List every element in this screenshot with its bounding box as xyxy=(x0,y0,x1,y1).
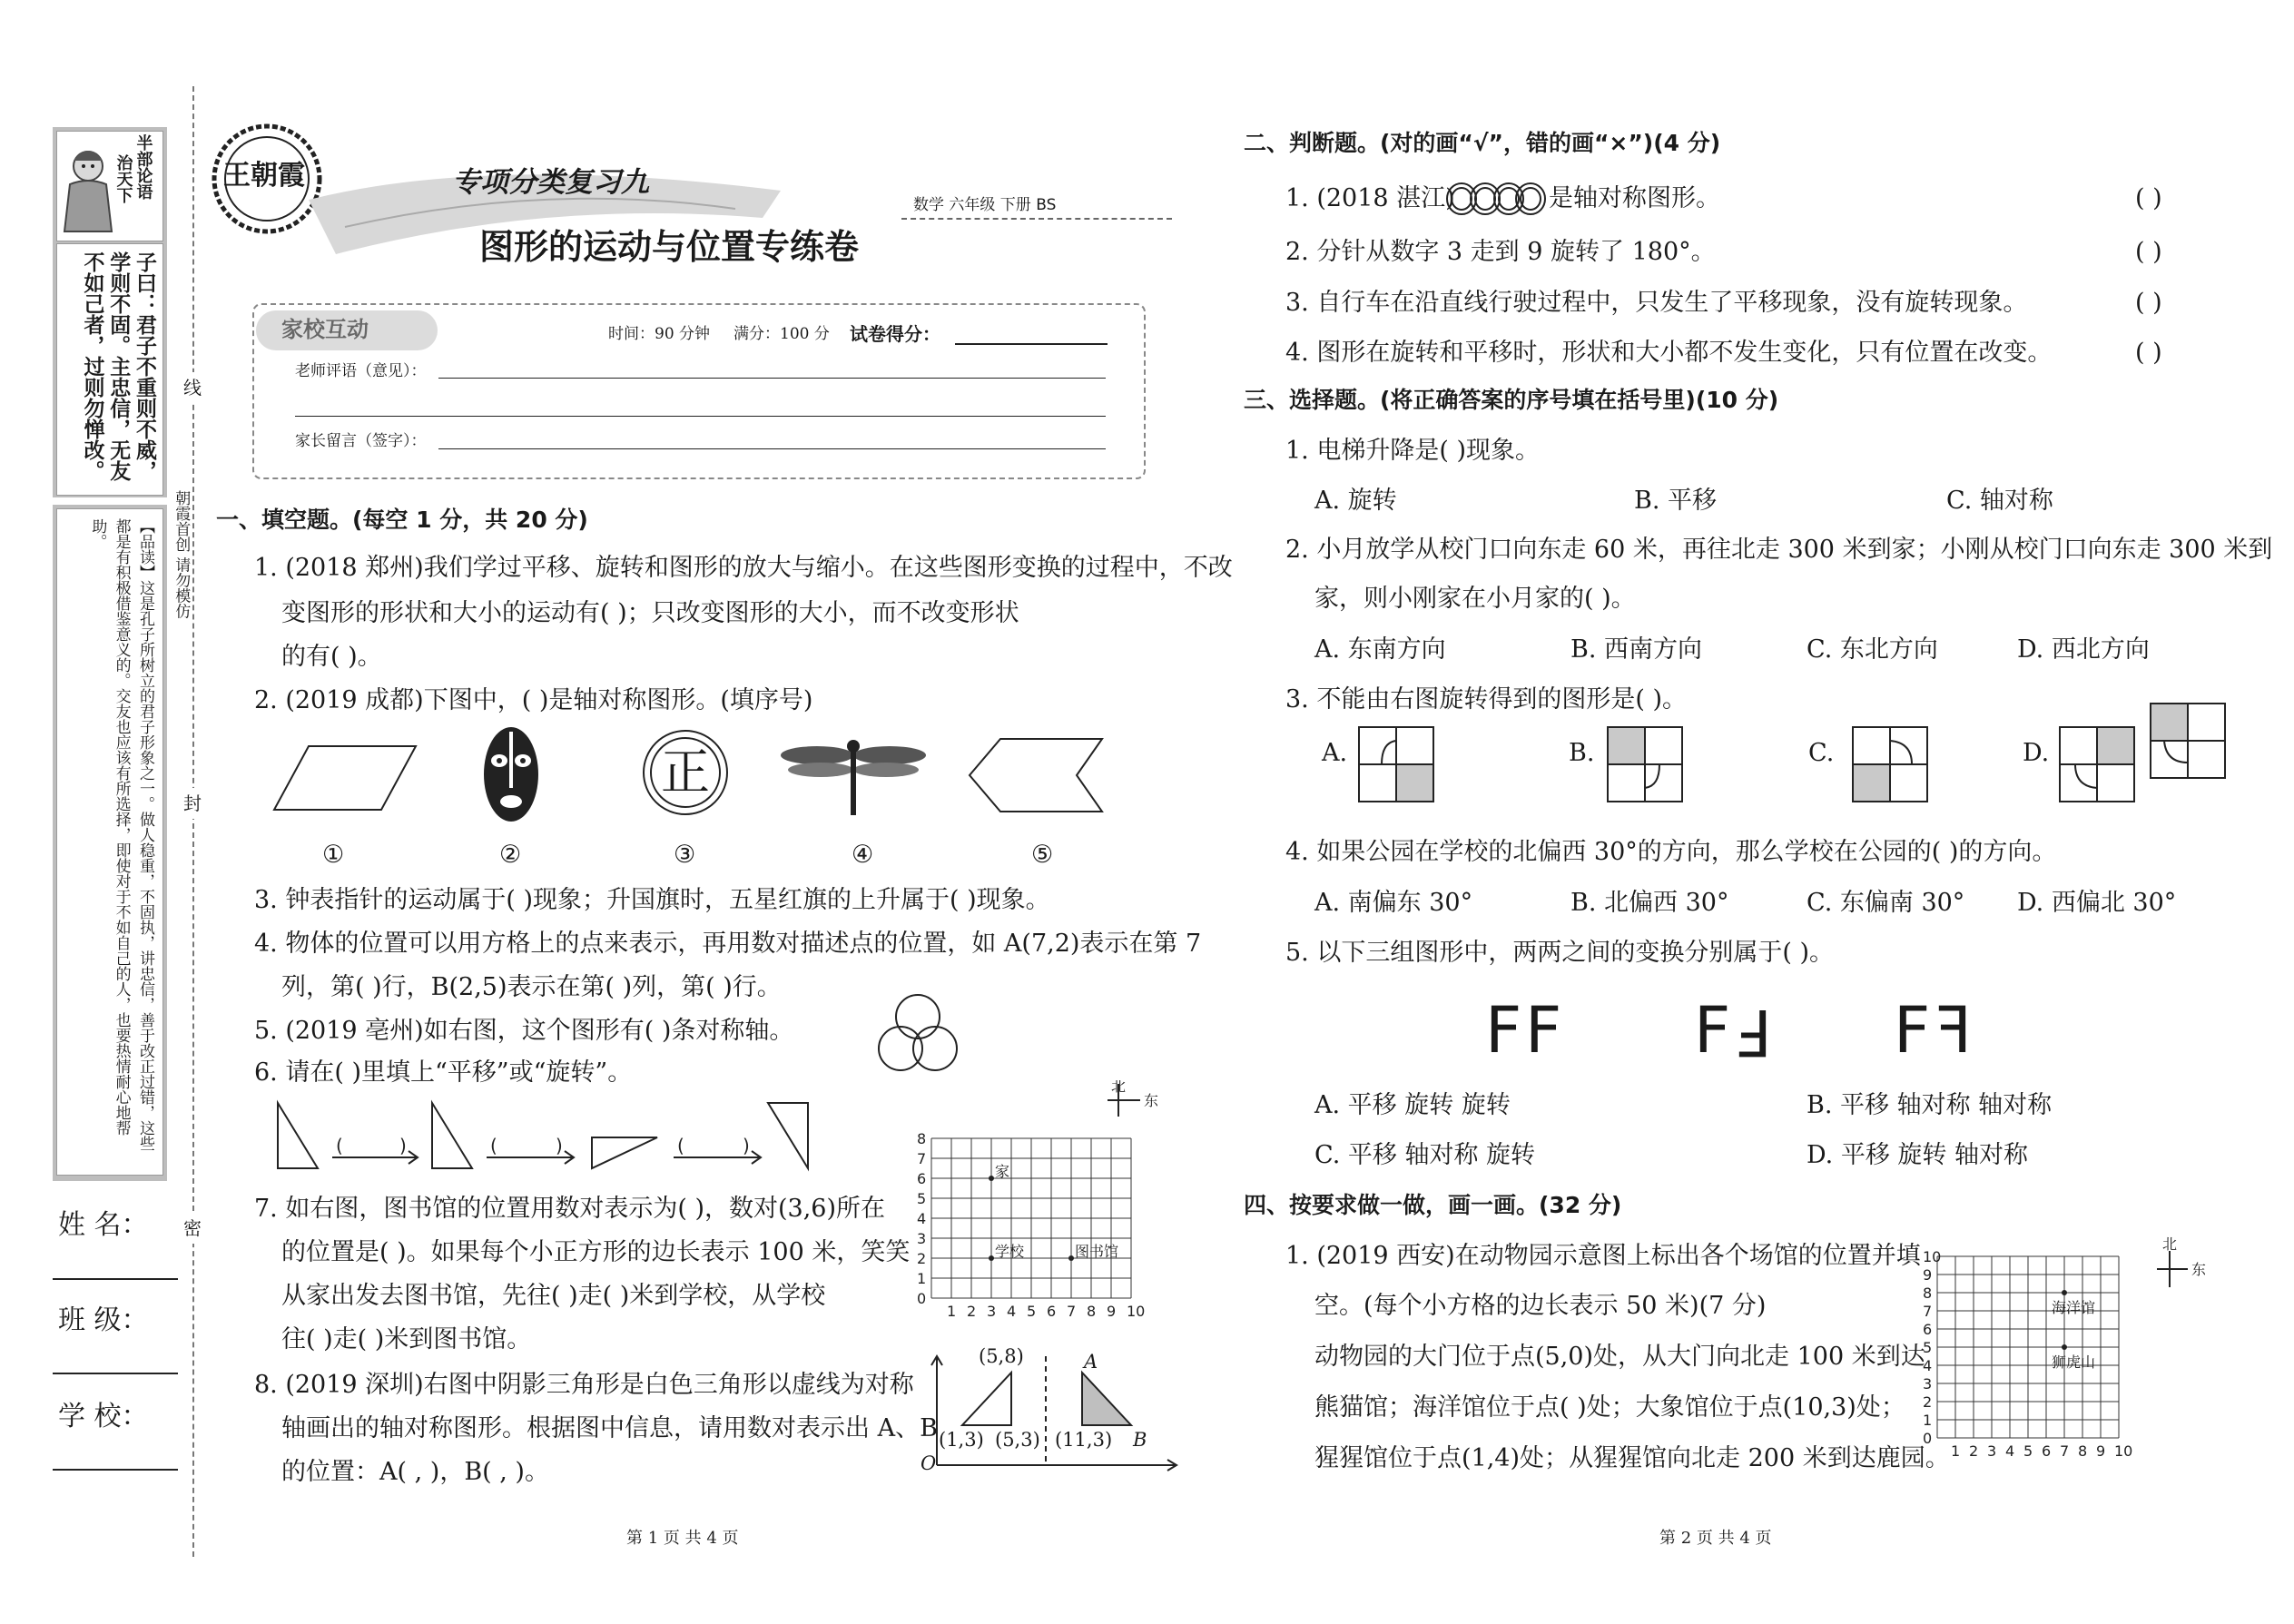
q4-line-1: 4. 物体的位置可以用方格上的点来表示，再用数对描述点的位置，如 A(7,2)表示在第 7 xyxy=(254,930,1202,958)
name-label: 姓 名： xyxy=(58,1209,149,1241)
subject-meta: 数学 六年级 下册 BS xyxy=(913,196,1057,214)
q8-point-53: (5,3) xyxy=(995,1429,1040,1451)
zoo-grid-y-tick: 6 xyxy=(1923,1321,1933,1338)
q7-line-1: 7. 如右图，图书馆的位置用数对表示为( )，数对(3,6)所在 xyxy=(254,1195,885,1223)
c1-option-a: A. 旋转 xyxy=(1314,487,1397,515)
j1-text-a: 1. (2018 湛江) xyxy=(1285,184,1455,212)
motto-heading-1: 半部论语 xyxy=(133,134,153,200)
q7-north-label: 北 xyxy=(1111,1080,1127,1095)
c5-pair3-glyph1: F xyxy=(1894,993,1931,1068)
q7-grid-y-tick: 3 xyxy=(917,1230,927,1247)
svg-text:): ) xyxy=(556,1135,563,1156)
c3-option-b-tile xyxy=(1607,726,1683,806)
q7-library-point xyxy=(1068,1255,1074,1261)
motto-panel xyxy=(53,127,167,497)
svg-text:(: ( xyxy=(336,1135,343,1156)
zoo-grid-map xyxy=(1915,1233,2215,1472)
q7-grid-y-tick: 5 xyxy=(917,1190,927,1207)
c5-option-d: D. 平移 旋转 轴对称 xyxy=(1807,1141,2029,1169)
c5-pair3-glyph2-mirrored: F xyxy=(1935,993,1972,1068)
commentary-panel xyxy=(53,505,167,1181)
q7-school-point xyxy=(989,1255,994,1261)
q2-label-2: ② xyxy=(499,841,522,869)
class-label: 班 级： xyxy=(58,1304,149,1336)
j1-text-b: 是轴对称图形。 xyxy=(1549,184,1720,212)
school-line[interactable] xyxy=(53,1469,178,1471)
q7-line-4: 往( )走( )米到图书馆。 xyxy=(281,1325,532,1353)
q2-figure-arrow-pentagon xyxy=(968,735,1104,819)
c5-pair1-glyph1: F xyxy=(1485,993,1522,1068)
j3-answer[interactable]: ( ) xyxy=(2135,289,2162,317)
c1-text: 1. 电梯升降是( )现象。 xyxy=(1285,437,1540,465)
c3-option-b-label: B. xyxy=(1569,739,1595,767)
j1-olympic-rings xyxy=(1445,180,1547,221)
zoo-grid-y-tick: 9 xyxy=(1923,1266,1933,1284)
d1-line-1: 1. (2019 西安)在动物园示意图上标出各个场馆的位置并填 xyxy=(1285,1242,1921,1270)
teacher-comment-line-1[interactable] xyxy=(438,378,1106,379)
q7-grid-x-tick: 8 xyxy=(1087,1303,1097,1320)
q2-label-4: ④ xyxy=(852,841,874,869)
c3-text: 3. 不能由右图旋转得到的图形是( )。 xyxy=(1285,685,1687,714)
j2-text: 2. 分针从数字 3 走到 9 旋转了 180°。 xyxy=(1285,238,1716,266)
q7-home-point xyxy=(989,1176,994,1181)
q7-grid-x-tick: 9 xyxy=(1107,1303,1117,1320)
c3-reference-tile xyxy=(2150,703,2226,782)
motto-heading-2: 治天下 xyxy=(113,154,133,203)
q1-line-2: 变图形的形状和大小的运动有( )；只改变图形的大小，而不改变形状 xyxy=(281,599,1019,627)
parent-note-line[interactable] xyxy=(438,448,1106,449)
j4-answer[interactable]: ( ) xyxy=(2135,339,2162,367)
q7-grid-x-tick: 1 xyxy=(947,1303,957,1320)
c2-option-a: A. 东南方向 xyxy=(1314,635,1446,664)
teacher-comment-label: 老师评语（意见）： xyxy=(295,362,427,380)
zoo-grid-y-tick: 1 xyxy=(1923,1412,1933,1429)
q7-grid-y-tick: 7 xyxy=(917,1150,927,1167)
zoo-grid-x-tick: 1 xyxy=(1951,1442,1961,1460)
c1-option-c: C. 轴对称 xyxy=(1946,487,2053,515)
zoo-grid-x-tick: 7 xyxy=(2060,1442,2070,1460)
section-4-heading: 四、按要求做一做，画一画。(32 分) xyxy=(1244,1192,1622,1218)
page-2-footer: 第 2 页 共 4 页 xyxy=(1659,1529,1772,1548)
brand-logo xyxy=(211,123,323,235)
cut-mark-seal: 封 xyxy=(175,788,210,819)
c4-text: 4. 如果公园在学校的北偏西 30°的方向，那么学校在公园的( )的方向。 xyxy=(1285,838,2057,866)
c3-option-c-label: C. xyxy=(1808,739,1835,767)
c5-pair1-glyph2: F xyxy=(1525,993,1562,1068)
d1-line-5: 猩猩馆位于点(1,4)处；从猩猩馆向北走 200 米到达鹿园。 xyxy=(1314,1444,1950,1472)
q7-grid-y-tick: 2 xyxy=(917,1250,927,1267)
c2-option-c: C. 东北方向 xyxy=(1807,635,1938,664)
c4-option-b: B. 北偏西 30° xyxy=(1570,889,1729,917)
confucius-quote: 子曰：君子不重则不威，学则不固。主忠信，无友不如己者，过则勿惮改。 xyxy=(80,251,156,481)
svg-text:(: ( xyxy=(490,1135,497,1156)
c5-pair2-glyph2-rotated: F xyxy=(1735,995,1772,1069)
q2-text: 2. (2019 成都)下图中，( )是轴对称图形。(填序号) xyxy=(254,686,813,714)
q7-grid-x-tick: 10 xyxy=(1127,1303,1146,1320)
c2-line-2: 家，则小刚家在小月家的( )。 xyxy=(1314,585,1636,613)
q7-grid-x-tick: 7 xyxy=(1067,1303,1077,1320)
zoo-grid-x-tick: 10 xyxy=(2114,1442,2133,1460)
zoo-grid-x-tick: 2 xyxy=(1969,1442,1979,1460)
q7-grid-y-tick: 1 xyxy=(917,1270,927,1287)
quote-box xyxy=(56,243,163,496)
c5-pair2-glyph1: F xyxy=(1694,993,1731,1068)
series-title: 专项分类复习九 xyxy=(452,166,649,199)
cut-line xyxy=(192,86,194,1557)
svg-text:): ) xyxy=(743,1135,750,1156)
q8-point-13: (1,3) xyxy=(939,1429,984,1451)
commentary-text: 【品读】这是孔子所树立的君子形象之一。做人稳重，不固执，讲忠信，善于改正过错，这些都是有积极借鉴意义的。交友也应该有所选择，即使对于不如自己的人，也要热情耐心地帮助。 xyxy=(88,518,154,1151)
q8-point-A: A xyxy=(1084,1351,1098,1373)
zoo-east-label: 东 xyxy=(2191,1261,2207,1278)
zoo-grid-y-tick: 7 xyxy=(1923,1303,1933,1320)
q8-line-3: 的位置：A( , )，B( , )。 xyxy=(281,1458,549,1486)
q6-transform-sequence xyxy=(272,1094,817,1179)
class-line[interactable] xyxy=(53,1373,178,1374)
c4-option-c: C. 东偏南 30° xyxy=(1807,889,1965,917)
d1-line-4: 熊猫馆；海洋馆位于点( )处；大象馆位于点(10,3)处； xyxy=(1314,1393,1905,1422)
c2-line-1: 2. 小月放学从校门口向东走 60 米，再往北走 300 米到家；小刚从校门口向东走 300 米到 xyxy=(1285,536,2273,564)
q2-figure-opera-mask xyxy=(481,724,541,828)
section-2-heading: 二、判断题。(对的画“√”，错的画“×”)(4 分) xyxy=(1244,130,1721,156)
score-blank[interactable] xyxy=(955,343,1108,345)
q8-point-113: (11,3) xyxy=(1055,1429,1113,1451)
q7-east-label: 东 xyxy=(1144,1092,1159,1109)
q1-line-3: 的有( )。 xyxy=(281,643,382,671)
exam-title: 图形的运动与位置专练卷 xyxy=(479,227,860,267)
copyright-note: 朝霞首创 请勿模仿 xyxy=(172,490,191,619)
q7-school-label: 学校 xyxy=(995,1243,1025,1260)
q7-grid-x-tick: 4 xyxy=(1007,1303,1017,1320)
zoo-grid-y-tick: 2 xyxy=(1923,1393,1933,1411)
zoo-grid-x-tick: 3 xyxy=(1987,1442,1997,1460)
name-line[interactable] xyxy=(53,1278,178,1280)
d1-line-2: 空。(每个小方格的边长表示 50 米)(7 分) xyxy=(1314,1292,1767,1320)
svg-text:): ) xyxy=(399,1135,407,1156)
zoo-grid-y-tick: 3 xyxy=(1923,1375,1933,1393)
c3-option-a-label: A. xyxy=(1322,739,1348,767)
zoo-lion-tiger-hill-point xyxy=(2062,1344,2067,1350)
zoo-grid-x-tick: 5 xyxy=(2023,1442,2033,1460)
q2-label-5: ⑤ xyxy=(1031,841,1054,869)
q7-library-label: 图书馆 xyxy=(1075,1243,1119,1260)
j4-text: 4. 图形在旋转和平移时，形状和大小都不发生变化，只有位置在改变。 xyxy=(1285,339,2053,367)
q7-line-3: 从家出发去图书馆，先往( )走( )米到学校，从学校 xyxy=(281,1282,826,1310)
zoo-ocean-hall-label: 海洋馆 xyxy=(2052,1299,2096,1316)
q7-grid-y-tick: 0 xyxy=(917,1290,927,1307)
c2-option-d: D. 西北方向 xyxy=(2017,635,2150,664)
q2-figure-dragonfly xyxy=(779,735,928,821)
c5-option-a: A. 平移 旋转 旋转 xyxy=(1314,1091,1511,1119)
q3-text: 3. 钟表指针的运动属于( )现象；升国旗时，五星红旗的上升属于( )现象。 xyxy=(254,886,1050,914)
teacher-comment-line-2[interactable] xyxy=(295,416,1106,417)
family-badge: 家校互动 xyxy=(281,317,369,342)
c4-option-a: A. 南偏东 30° xyxy=(1314,889,1473,917)
c3-option-a-tile xyxy=(1358,726,1434,806)
q8-line-1: 8. (2019 深圳)右图中阴影三角形是白色三角形以虚线为对称 xyxy=(254,1371,914,1399)
c1-option-b: B. 平移 xyxy=(1634,487,1718,515)
zoo-grid-x-tick: 4 xyxy=(2005,1442,2015,1460)
parent-note-label: 家长留言（签字）： xyxy=(295,432,427,450)
q7-line-2: 的位置是( )。如果每个小正方形的边长表示 100 米，笑笑 xyxy=(281,1238,911,1266)
q2-figure-parallelogram xyxy=(272,735,418,821)
zoo-lion-tiger-hill-label: 狮虎山 xyxy=(2052,1353,2096,1371)
zoo-north-label: 北 xyxy=(2162,1235,2178,1253)
q8-origin: O xyxy=(921,1452,937,1474)
zoo-grid-x-tick: 8 xyxy=(2078,1442,2088,1460)
q1-line-1: 1. (2018 郑州)我们学过平移、旋转和图形的放大与缩小。在这些图形变换的过程中，不改 xyxy=(254,554,1233,582)
q7-grid-y-tick: 4 xyxy=(917,1210,927,1227)
zoo-grid-x-tick: 6 xyxy=(2042,1442,2052,1460)
zoo-grid-y-tick: 0 xyxy=(1923,1430,1933,1447)
cut-mark-close: 密 xyxy=(175,1213,210,1244)
q7-grid-x-tick: 3 xyxy=(987,1303,997,1320)
c3-option-c-tile xyxy=(1852,726,1928,806)
c3-option-d-label: D. xyxy=(2023,739,2050,767)
zoo-grid-y-tick: 5 xyxy=(1923,1339,1933,1356)
q8-point-B: B xyxy=(1133,1429,1147,1451)
zoo-grid-y-tick: 8 xyxy=(1923,1284,1933,1302)
q6-text: 6. 请在( )里填上“平移”或“旋转”。 xyxy=(254,1058,633,1087)
q7-grid-map xyxy=(908,1080,1198,1338)
section-1-heading: 一、填空题。(每空 1 分，共 20 分) xyxy=(216,507,588,533)
j2-answer[interactable]: ( ) xyxy=(2135,238,2162,266)
zoo-ocean-hall-point xyxy=(2062,1290,2067,1295)
q7-grid-x-tick: 5 xyxy=(1027,1303,1037,1320)
q2-label-3: ③ xyxy=(674,841,696,869)
q4-line-2: 列，第( )行，B(2,5)表示在第( )列，第( )行。 xyxy=(281,973,782,1001)
q8-line-2: 轴画出的轴对称图形。根据图中信息，请用数对表示出 A、B xyxy=(281,1414,938,1442)
c4-option-d: D. 西偏北 30° xyxy=(2017,889,2177,917)
meta-underline xyxy=(901,218,1172,220)
school-label: 学 校： xyxy=(58,1401,149,1432)
d1-line-3: 动物园的大门位于点(5,0)处，从大门向北走 100 米到达 xyxy=(1314,1343,1925,1371)
zoo-grid-y-tick: 10 xyxy=(1923,1248,1942,1265)
q8-point-58: (5,8) xyxy=(979,1345,1024,1367)
q7-home-label: 家 xyxy=(995,1163,1010,1180)
zoo-grid-y-tick: 4 xyxy=(1923,1357,1933,1374)
full-score: 满分：100 分 xyxy=(733,325,830,343)
c5-option-b: B. 平移 轴对称 轴对称 xyxy=(1807,1091,2053,1119)
brand-name: 王朝霞 xyxy=(223,160,305,192)
time-limit: 时间：90 分钟 xyxy=(608,325,711,343)
c5-option-c: C. 平移 轴对称 旋转 xyxy=(1314,1141,1536,1169)
score-label: 试卷得分： xyxy=(850,323,940,345)
cut-mark-line: 线 xyxy=(175,372,210,403)
q7-grid-x-tick: 2 xyxy=(967,1303,977,1320)
page-1-footer: 第 1 页 共 4 页 xyxy=(626,1529,739,1548)
q7-grid-y-tick: 6 xyxy=(917,1170,927,1187)
c3-option-d-tile xyxy=(2059,726,2135,806)
q2-figure-zheng-circle xyxy=(641,728,730,817)
q5-text: 5. (2019 亳州)如右图，这个图形有( )条对称轴。 xyxy=(254,1017,794,1045)
q7-grid-x-tick: 6 xyxy=(1047,1303,1057,1320)
c2-option-b: B. 西南方向 xyxy=(1570,635,1703,664)
svg-text:(: ( xyxy=(677,1135,684,1156)
j3-text: 3. 自行车在沿直线行驶过程中，只发生了平移现象，没有旋转现象。 xyxy=(1285,289,2028,317)
q5-three-circles xyxy=(876,992,960,1079)
zoo-grid-x-tick: 9 xyxy=(2096,1442,2106,1460)
section-3-heading: 三、选择题。(将正确答案的序号填在括号里)(10 分) xyxy=(1244,387,1779,413)
c5-text: 5. 以下三组图形中，两两之间的变换分别属于( )。 xyxy=(1285,939,1834,967)
q2-zheng-char: 正 xyxy=(661,743,710,801)
q7-grid-y-tick: 8 xyxy=(917,1130,927,1147)
j1-answer[interactable]: ( ) xyxy=(2135,184,2162,212)
q2-label-1: ① xyxy=(322,841,345,869)
q8-symmetry-diagram xyxy=(911,1347,1184,1478)
